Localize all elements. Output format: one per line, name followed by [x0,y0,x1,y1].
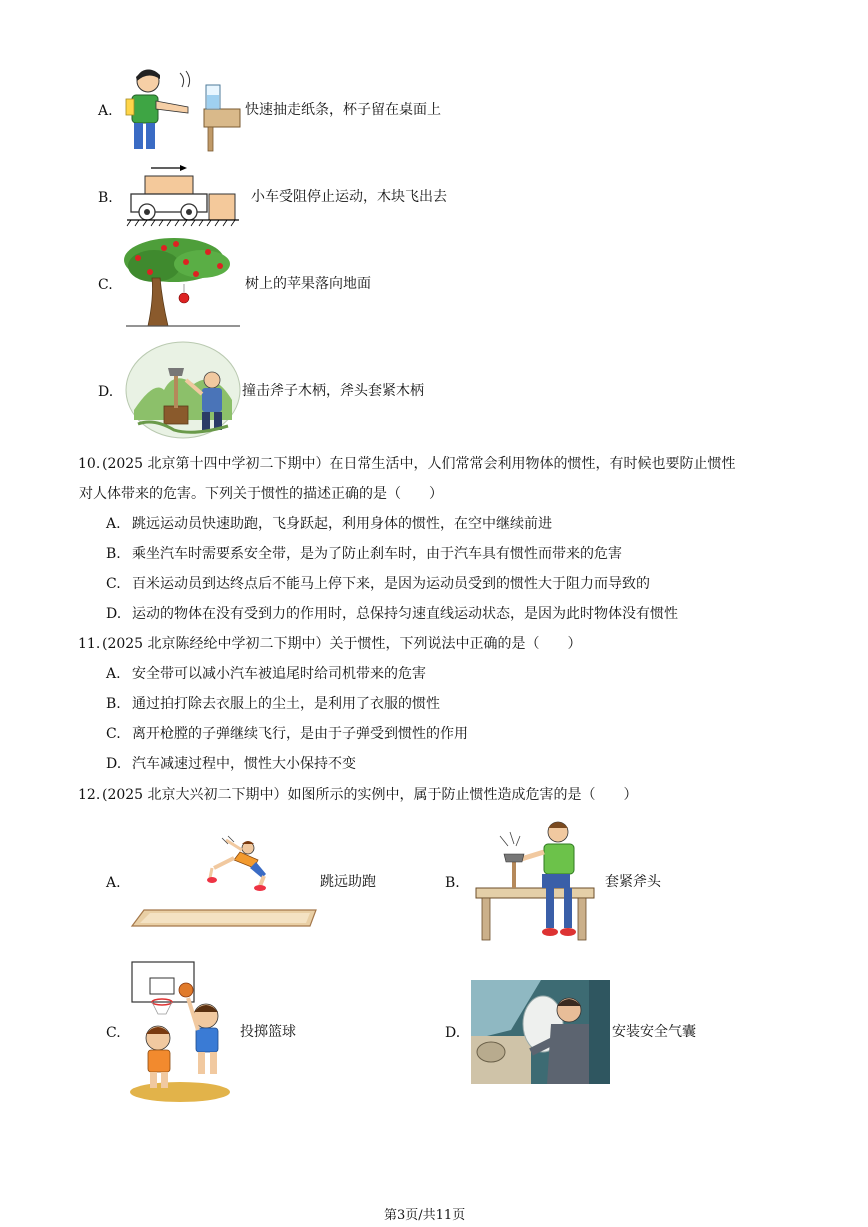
q9-option-c-letter: C. [98,277,113,293]
q10-option-c-text: 百米运动员到达终点后不能马上停下来，是因为运动员受到的惯性大于阻力而导致的 [132,576,650,592]
q10-option-c-letter: C. [106,576,121,592]
q11-option-d-letter: D. [106,756,122,772]
q9-option-d-text: 撞击斧子木柄，斧头套紧木柄 [242,383,424,399]
q9-option-a-image [124,65,242,153]
q9-option-b-image [125,162,243,228]
q9-option-d-image [124,340,242,440]
q12-option-b-letter: B. [445,875,460,891]
q12-option-b-image [472,816,602,944]
q11-option-d-text: 汽车减速过程中，惯性大小保持不变 [132,756,356,772]
q11-option-c-letter: C. [106,726,121,742]
q12-option-d-text: 安装安全气囊 [612,1024,696,1040]
q11-stem: (2025 北京陈经纶中学初二下期中）关于惯性，下列说法中正确的是（ ） [102,636,582,652]
page-footer: 第3页/共11页 [384,1208,466,1223]
q12-option-a-text: 跳远助跑 [320,874,376,890]
q10-option-a-letter: A. [106,516,121,532]
q12-option-c-text: 投掷篮球 [240,1024,296,1040]
q11-option-c-text: 离开枪膛的子弹继续飞行，是由于子弹受到惯性的作用 [132,726,468,742]
q9-option-a-text: 快速抽走纸条，杯子留在桌面上 [245,102,441,118]
q12-stem: (2025 北京大兴初二下期中）如图所示的实例中，属于防止惯性造成危害的是（ ） [102,787,638,803]
q11-option-a-letter: A. [106,666,121,682]
q12-option-d-letter: D. [445,1025,461,1041]
q10-option-d-letter: D. [106,606,122,622]
q10-option-b-text: 乘坐汽车时需要系安全带，是为了防止刹车时，由于汽车具有惯性而带来的危害 [132,546,622,562]
q12-option-c-image [128,960,240,1104]
q9-option-b-text: 小车受阻停止运动，木块飞出去 [251,189,447,205]
q12-option-c-letter: C. [106,1025,121,1041]
q10-stem-line1: (2025 北京第十四中学初二下期中）在日常生活中，人们常常会利用物体的惯性，有时候也要防止惯性 [102,456,736,472]
q11-number: 11. [78,636,101,652]
q11-option-b-text: 通过拍打除去衣服上的尘土，是利用了衣服的惯性 [132,696,440,712]
q10-stem-line2: 对人体带来的危害。下列关于惯性的描述正确的是（ ） [79,486,443,502]
q11-option-b-letter: B. [106,696,121,712]
q10-number: 10. [78,456,101,472]
q9-option-d-letter: D. [98,384,114,400]
q12-option-b-text: 套紧斧头 [605,874,661,890]
q9-option-a-letter: A. [98,103,113,119]
q10-option-a-text: 跳远运动员快速助跑，飞身跃起，利用身体的惯性，在空中继续前进 [132,516,552,532]
q11-option-a-text: 安全带可以减小汽车被追尾时给司机带来的危害 [132,666,426,682]
q12-option-d-image [471,980,610,1084]
q9-option-b-letter: B. [98,190,113,206]
q12-number: 12. [78,787,101,803]
q9-option-c-text: 树上的苹果落向地面 [245,276,371,292]
q12-option-a-letter: A. [106,875,121,891]
q9-option-c-image [124,238,242,328]
q10-option-b-letter: B. [106,546,121,562]
q10-option-d-text: 运动的物体在没有受到力的作用时，总保持匀速直线运动状态，是因为此时物体没有惯性 [132,606,678,622]
q12-option-a-image [130,834,322,930]
